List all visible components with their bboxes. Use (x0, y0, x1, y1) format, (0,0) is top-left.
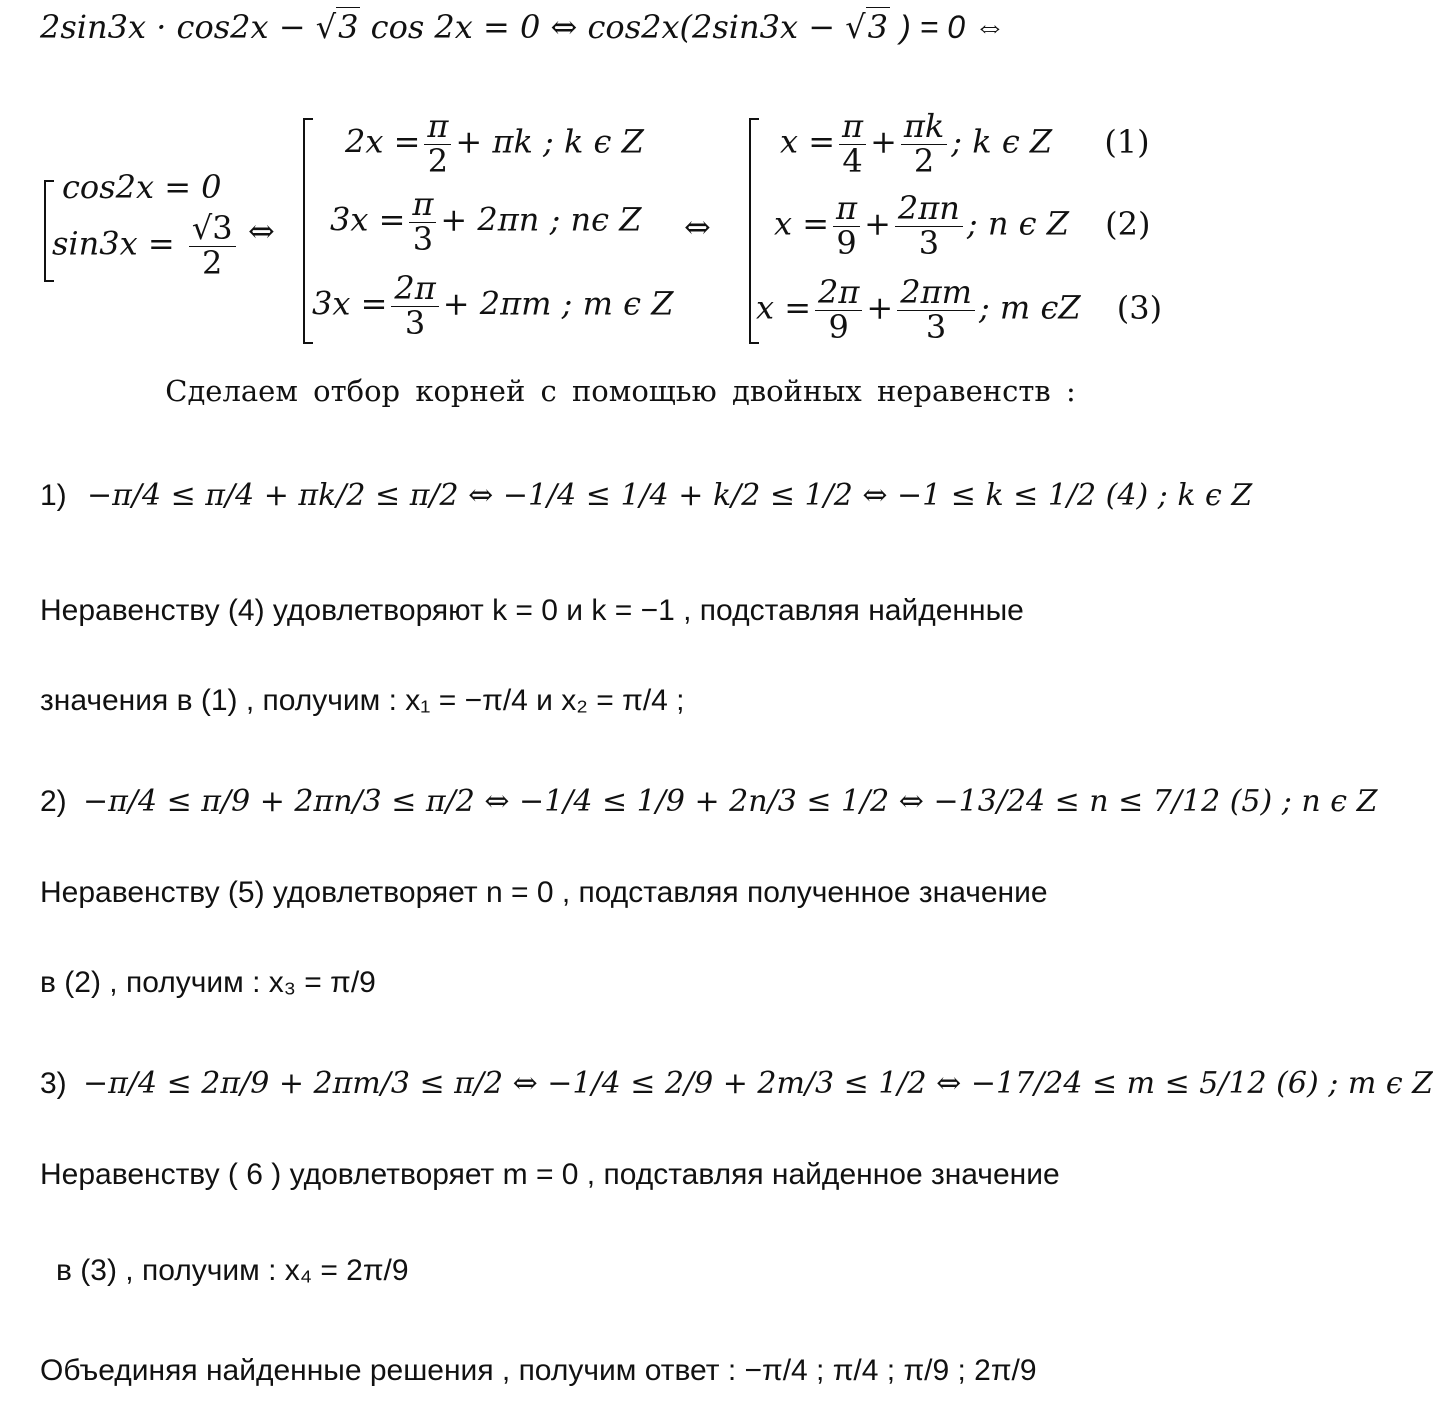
frac-num: π (833, 192, 860, 227)
plus: + (866, 288, 894, 327)
sqrt-symbol: √3 (315, 8, 359, 46)
paragraph-3a: Неравенству ( 6 ) удовлетворяет m = 0 , подставляя найденное значение (40, 1158, 1060, 1191)
s2r2-right: + 2πn ; nϵ Z (440, 200, 642, 239)
plus: + (870, 122, 897, 161)
system-3-row1 (780, 107, 1150, 180)
system-2-bracket (303, 118, 305, 344)
system-3-row2 (774, 189, 1151, 262)
s2r3-right: + 2πm ; m ϵ Z (442, 284, 674, 323)
s3r1-right: ; k ϵ Z (951, 122, 1053, 161)
frac-den: 3 (412, 219, 434, 258)
ineq2-label: 2) (40, 785, 67, 818)
sqrt-radicand: 3 (338, 8, 359, 46)
frac-den: 9 (836, 223, 857, 262)
inequality-3 (40, 1066, 1433, 1101)
system-2-row3 (312, 269, 674, 342)
eq1-part1: 2sin3x · cos2x − (40, 8, 306, 46)
frac-num: √3 (189, 212, 236, 247)
section-heading: Сделаем отбор корней с помощью двойных неравенств : (165, 374, 1076, 408)
frac-den: 4 (842, 141, 863, 180)
paragraph-1b: значения в (1) , получим : x₁ = −π/4 и x₂ = π/4 ; (40, 684, 685, 717)
system-3 (746, 107, 1206, 350)
ineq1-label: 1) (40, 479, 67, 512)
frac-den: 2 (913, 141, 935, 180)
frac-den: 2 (202, 243, 223, 282)
frac-num: 2πn (895, 192, 963, 227)
frac-num: π (839, 110, 866, 145)
inequality-1 (40, 478, 1253, 513)
frac-den: 9 (828, 307, 849, 346)
answer-line: Объединяя найденные решения , получим ответ : −π/4 ; π/4 ; π/9 ; 2π/9 (40, 1354, 1037, 1387)
tag-2: (2) (1105, 204, 1151, 243)
tag-3: (3) (1116, 288, 1163, 327)
system-2-row1 (345, 107, 644, 180)
plus: + (864, 204, 891, 243)
paragraph-2a: Неравенству (5) удовлетворяет n = 0 , подставляя полученное значение (40, 876, 1048, 909)
arrow-1: ⇔ (248, 212, 275, 250)
ineq2-text: −π/4 ≤ π/9 + 2πn/3 ≤ π/2 ⇔ −1/4 ≤ 1/9 + 2n/3 ≤ 1/2 ⇔ −13/24 ≤ n ≤ 7/12 (5) ; n ϵ Z (83, 784, 1378, 819)
ineq1-text: −π/4 ≤ π/4 + πk/2 ≤ π/2 ⇔ −1/4 ≤ 1/4 + k/2 ≤ 1/2 ⇔ −1 ≤ k ≤ 1/2 (4) ; k ϵ Z (87, 478, 1253, 513)
frac-num: 2π (391, 272, 438, 307)
frac-num: πk (901, 110, 947, 145)
s3r2-left: x = (774, 204, 830, 243)
frac-num: π (409, 188, 436, 223)
s3r2-right: ; n ϵ Z (966, 204, 1069, 243)
frac-num: 2π (815, 276, 862, 311)
tag-1: (1) (1104, 122, 1150, 161)
ineq3-text: −π/4 ≤ 2π/9 + 2πm/3 ≤ π/2 ⇔ −1/4 ≤ 2/9 + 2m/3 ≤ 1/2 ⇔ −17/24 ≤ m ≤ 5/12 (6) ; m ϵ Z (83, 1066, 1433, 1101)
frac-num: 2πm (897, 276, 975, 311)
frac-num: π (424, 110, 451, 145)
frac-den: 3 (925, 307, 947, 346)
sqrt-symbol-2: √3 (845, 8, 888, 46)
s3r3-right: ; m ϵZ (978, 288, 1081, 327)
inequality-2 (40, 784, 1378, 819)
s2r2-left: 3x = (330, 200, 406, 239)
eq1-part3: ) = 0 ⇔ (900, 9, 1006, 45)
system-1 (40, 110, 300, 350)
system-1-eq1: cos2x = 0 (62, 168, 222, 206)
frac-den: 3 (404, 303, 426, 342)
eq1-part2: cos 2x = 0 ⇔ cos2x(2sin3x − (370, 8, 836, 46)
paragraph-2b: в (2) , получим : x₃ = π/9 (40, 966, 376, 999)
s3r3-left: x = (756, 288, 812, 327)
arrow-2: ⇔ (684, 208, 711, 246)
frac-den: 3 (918, 223, 940, 262)
system-1-bracket (44, 180, 46, 282)
sqrt-radicand-2: 3 (867, 8, 888, 46)
paragraph-1a: Неравенству (4) удовлетворяют k = 0 и k = −1 , подставляя найденные (40, 594, 1024, 627)
s3r1-left: x = (780, 122, 836, 161)
system-2-row2 (330, 185, 642, 258)
system-1-eq2 (52, 209, 240, 282)
system-3-bracket (749, 118, 751, 344)
s2r3-left: 3x = (312, 284, 388, 323)
s2r1-left: 2x = (345, 122, 421, 161)
equation-line-1 (40, 8, 1201, 46)
frac-den: 2 (427, 141, 449, 180)
s2r1-right: + πk ; k ϵ Z (455, 122, 644, 161)
system-3-row3 (756, 273, 1163, 346)
ineq3-label: 3) (40, 1067, 67, 1100)
system-2 (300, 107, 740, 350)
paragraph-3b: в (3) , получим : x₄ = 2π/9 (56, 1254, 409, 1287)
system-1-eq2-left: sin3x = (52, 224, 175, 263)
